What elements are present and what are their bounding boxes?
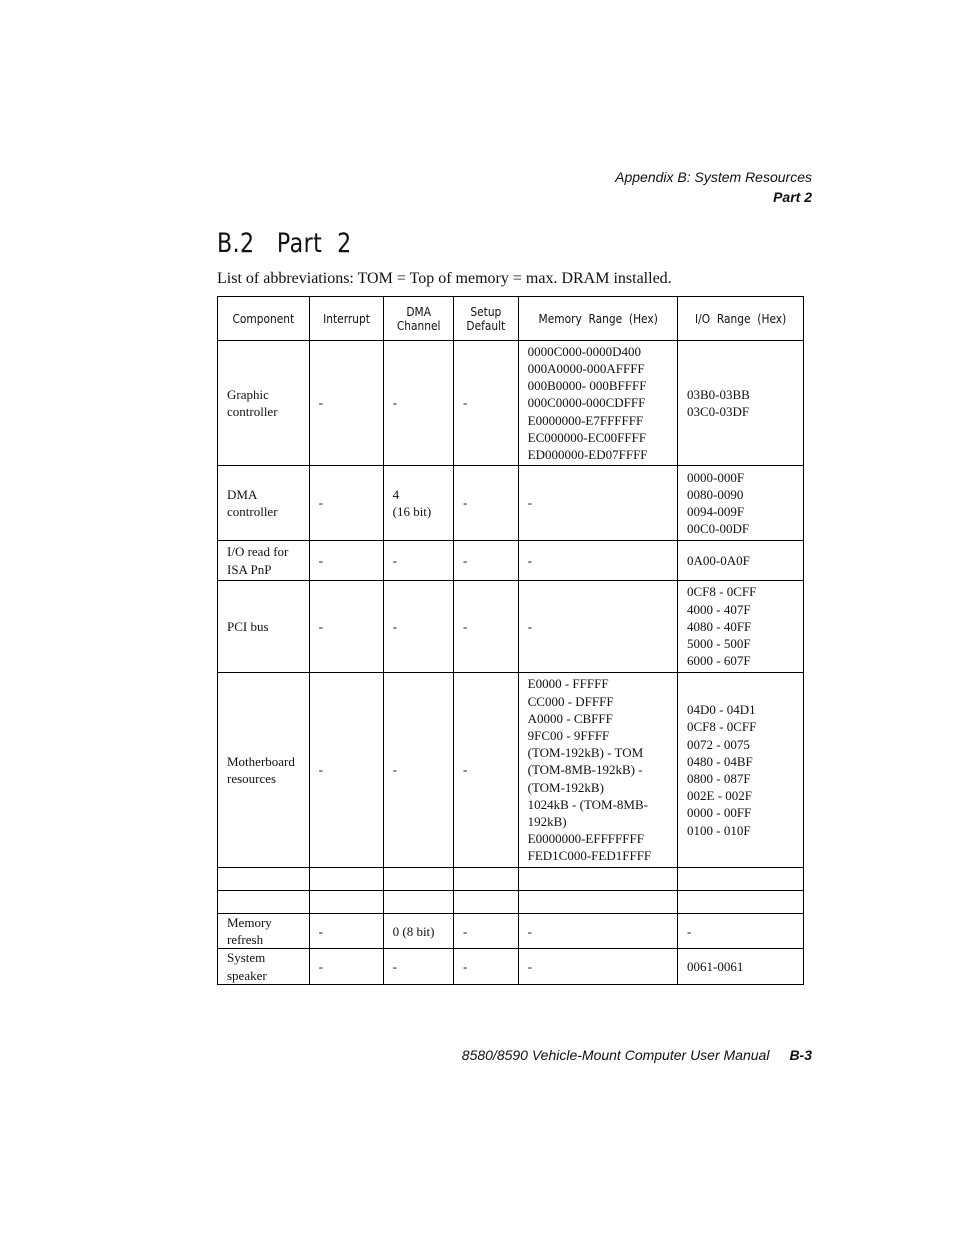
dma-channel-cell: - (383, 341, 453, 466)
component-cell (218, 891, 310, 914)
memory-range-line: 9FC00 - 9FFFF (527, 727, 610, 743)
component-cell: Memory refresh (218, 914, 310, 949)
abbreviations-note: List of abbreviations: TOM = Top of memory = max. DRAM installed. (217, 270, 672, 287)
io-range-line: 03C0-03DF (687, 404, 750, 419)
memory-range-line: 0000C000-0000D400 (527, 343, 642, 359)
component-cell: System speaker (218, 949, 310, 984)
memory-range-cell (518, 949, 677, 984)
header-io-range: I/O Range (Hex) (678, 297, 804, 341)
io-range-cell (678, 673, 804, 868)
table-header-row (218, 297, 804, 341)
footer-page-number: B-3 (789, 1047, 812, 1063)
io-range-cell (678, 949, 804, 984)
memory-range-line: - (527, 552, 532, 568)
io-range-line: 0072 - 0075 (687, 736, 750, 752)
table-row (218, 341, 804, 466)
dma-channel-cell (383, 891, 453, 914)
setup-default-cell: - (453, 581, 518, 673)
footer-manual-title: 8580/8590 Vehicle-Mount Computer User Manual (461, 1047, 770, 1063)
system-resources-table (217, 296, 804, 985)
io-range-line: 0CF8 - 0CFF (687, 584, 757, 600)
io-range-line: 0100 - 010F (687, 822, 751, 838)
memory-range-line: ED000000-ED07FFFF (527, 447, 648, 462)
io-range-cell (678, 868, 804, 891)
header-part: Part 2 (773, 189, 812, 205)
header-appendix: Appendix B: System Resources (615, 169, 812, 185)
header-component: Component (218, 297, 310, 341)
memory-range-line: - (527, 923, 532, 939)
memory-range-line: E0000 - FFFFF (527, 676, 609, 692)
io-range-cell (678, 541, 804, 581)
io-range-cell (678, 581, 804, 673)
memory-range-cell (518, 673, 677, 868)
io-range-line: 0800 - 087F (687, 771, 751, 786)
table-row (218, 914, 804, 949)
setup-default-cell (453, 891, 518, 914)
io-range-cell (678, 914, 804, 949)
memory-range-line: (TOM-8MB-192kB) - (TOM-192kB) (527, 762, 643, 795)
memory-range-line: 000C0000-000CDFFF (527, 395, 646, 411)
memory-range-line: E0000000-EFFFFFFF (527, 831, 644, 847)
memory-range-cell (518, 466, 677, 541)
io-range-cell (678, 891, 804, 914)
memory-range-line: 000B0000- 000BFFFF (527, 378, 647, 394)
setup-default-cell: - (453, 914, 518, 949)
memory-range-cell (518, 541, 677, 581)
header-dma-channel: DMA Channel (383, 297, 453, 341)
dma-channel-cell: - (383, 949, 453, 984)
io-range-line: 0480 - 04BF (687, 753, 753, 769)
memory-range-line: FED1C000-FED1FFFF (527, 848, 652, 864)
memory-range-line: 1024kB - (TOM-8MB-192kB) (527, 796, 648, 829)
memory-range-cell (518, 868, 677, 891)
io-range-line: 4000 - 407F (687, 601, 751, 617)
setup-default-cell: - (453, 466, 518, 541)
setup-default-cell: - (453, 949, 518, 984)
memory-range-line: E0000000-E7FFFFFF (527, 412, 644, 428)
table-row (218, 541, 804, 581)
component-cell: Motherboard resources (218, 673, 310, 868)
memory-range-line: CC000 - DFFFF (527, 693, 614, 709)
memory-range-cell (518, 891, 677, 914)
component-cell: DMA controller (218, 466, 310, 541)
io-range-line: 0094-009F (687, 504, 745, 519)
dma-channel-cell: - (383, 673, 453, 868)
interrupt-cell: - (309, 341, 383, 466)
dma-channel-cell: 0 (8 bit) (383, 914, 453, 949)
header-interrupt: Interrupt (309, 297, 383, 341)
dma-channel-cell (383, 868, 453, 891)
page-footer (462, 1047, 812, 1063)
dma-channel-cell: - (383, 581, 453, 673)
io-range-line: 6000 - 607F (687, 653, 751, 669)
table-body (218, 341, 804, 985)
io-range-line: 0061-0061 (687, 959, 744, 974)
header-memory-range: Memory Range (Hex) (518, 297, 677, 341)
memory-range-line: 000A0000-000AFFFF (527, 360, 645, 376)
table-row (218, 868, 804, 891)
memory-range-line: - (527, 495, 532, 511)
interrupt-cell (309, 891, 383, 914)
io-range-line: 0080-0090 (687, 486, 744, 502)
io-range-cell (678, 341, 804, 466)
component-cell: Graphic controller (218, 341, 310, 466)
interrupt-cell: - (309, 949, 383, 984)
memory-range-cell (518, 341, 677, 466)
io-range-line: 0A00-0A0F (687, 552, 750, 568)
interrupt-cell: - (309, 541, 383, 581)
interrupt-cell: - (309, 466, 383, 541)
dma-channel-cell: 4 (16 bit) (383, 466, 453, 541)
interrupt-cell: - (309, 914, 383, 949)
component-cell (218, 868, 310, 891)
memory-range-line: - (527, 959, 532, 974)
table-row (218, 891, 804, 914)
io-range-line: 04D0 - 04D1 (687, 702, 756, 718)
io-range-line: 0000 - 00FF (687, 805, 752, 821)
interrupt-cell: - (309, 581, 383, 673)
table-row (218, 581, 804, 673)
io-range-line: 4080 - 40FF (687, 618, 752, 634)
setup-default-cell: - (453, 673, 518, 868)
io-range-line: 00C0-00DF (687, 521, 750, 537)
io-range-line: 002E - 002F (687, 788, 752, 804)
io-range-line: 0CF8 - 0CFF (687, 719, 757, 735)
io-range-cell (678, 466, 804, 541)
running-header (615, 167, 812, 207)
table-row (218, 673, 804, 868)
io-range-line: 0000-000F (687, 469, 745, 485)
memory-range-line: EC000000-EC00FFFF (527, 429, 647, 445)
io-range-line: 5000 - 500F (687, 636, 751, 652)
interrupt-cell (309, 868, 383, 891)
memory-range-line: (TOM-192kB) - TOM (527, 745, 644, 761)
table-row (218, 949, 804, 984)
setup-default-cell: - (453, 541, 518, 581)
header-setup-default: Setup Default (453, 297, 518, 341)
section-title: B.2 Part 2 (217, 228, 352, 259)
dma-channel-cell: - (383, 541, 453, 581)
memory-range-line: A0000 - CBFFF (527, 710, 613, 726)
memory-range-line: - (527, 618, 532, 634)
component-cell: I/O read for ISA PnP (218, 541, 310, 581)
memory-range-cell (518, 581, 677, 673)
table-row (218, 466, 804, 541)
io-range-line: 03B0-03BB (687, 386, 750, 402)
setup-default-cell: - (453, 341, 518, 466)
io-range-line: - (687, 923, 692, 939)
component-cell: PCI bus (218, 581, 310, 673)
memory-range-cell (518, 914, 677, 949)
setup-default-cell (453, 868, 518, 891)
interrupt-cell: - (309, 673, 383, 868)
